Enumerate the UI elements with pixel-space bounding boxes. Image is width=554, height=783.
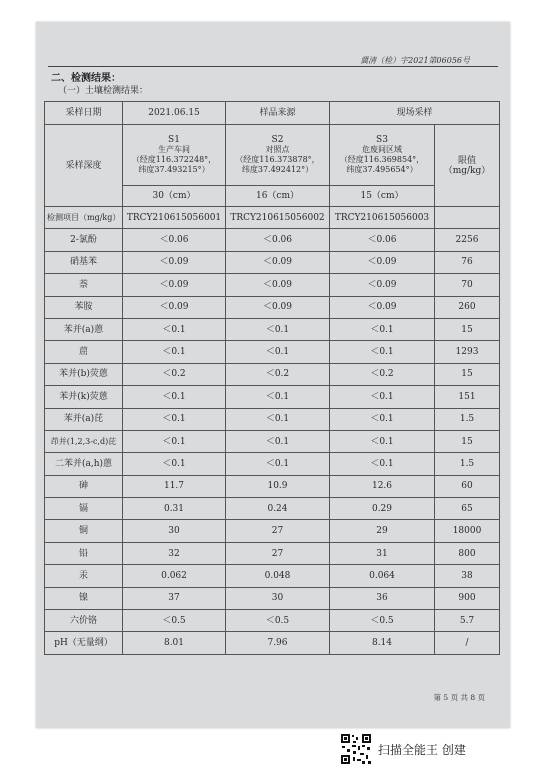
table-row-codes <box>45 207 500 229</box>
s2-value: ＜0.09 <box>226 296 330 318</box>
s3-value: ＜0.1 <box>330 386 435 408</box>
s2-value: ＜0.1 <box>226 318 330 340</box>
limit-value: 15 <box>435 363 500 385</box>
site-s1-coord2: 纬度37.493215°） <box>138 165 210 174</box>
s3-value: ＜0.5 <box>330 610 435 632</box>
table-row <box>45 542 500 564</box>
table-row <box>45 498 500 520</box>
table-row <box>45 565 500 587</box>
s3-value: 36 <box>330 587 435 609</box>
page-number: 第 5 页 共 8 页 <box>433 693 485 702</box>
item-name: 茚并(1,2,3-c,d)芘 <box>45 430 123 452</box>
table-row <box>45 229 500 251</box>
s1-value: ＜0.09 <box>123 251 226 273</box>
item-name: 硝基苯 <box>45 251 123 273</box>
item-name: 䓛 <box>45 341 123 363</box>
s1-value: ＜0.06 <box>123 229 226 251</box>
s3-value: ＜0.2 <box>330 363 435 385</box>
s2-value: ＜0.1 <box>226 430 330 452</box>
site-s2-code: TRCY210615056002 <box>226 207 330 229</box>
s1-value: ＜0.1 <box>123 318 226 340</box>
s1-value: 0.31 <box>123 498 226 520</box>
s3-value: ＜0.1 <box>330 453 435 475</box>
s1-value: ＜0.1 <box>123 430 226 452</box>
site-s3-name: 危废间区域 <box>362 145 402 154</box>
header-divider <box>48 66 498 67</box>
site-s2-name: 对照点 <box>265 145 290 154</box>
s3-value: 0.064 <box>330 565 435 587</box>
site-s1-coord1: （经度116.372248°， <box>131 155 217 164</box>
limit-value: 15 <box>435 430 500 452</box>
s2-value: 30 <box>226 587 330 609</box>
item-name: 铜 <box>45 520 123 542</box>
s1-value: 8.01 <box>123 632 226 654</box>
limit-value: 15 <box>435 318 500 340</box>
table-row <box>45 408 500 430</box>
site-s1 <box>123 125 226 186</box>
item-name: 萘 <box>45 274 123 296</box>
table-row <box>45 318 500 340</box>
item-name: 苯并(k)荧蒽 <box>45 386 123 408</box>
limit-value: 60 <box>435 475 500 497</box>
s3-value: ＜0.1 <box>330 430 435 452</box>
limit-value: 1.5 <box>435 453 500 475</box>
item-name: 铅 <box>45 542 123 564</box>
item-label: 检测项目（mg/kg） <box>45 207 123 229</box>
s2-value: ＜0.2 <box>226 363 330 385</box>
item-name: 苯并(a)芘 <box>45 408 123 430</box>
s2-value: 27 <box>226 542 330 564</box>
limit-blank <box>435 207 500 229</box>
s1-value: 11.7 <box>123 475 226 497</box>
limit-value: 38 <box>435 565 500 587</box>
s3-value: ＜0.1 <box>330 318 435 340</box>
s3-value: ＜0.09 <box>330 274 435 296</box>
table-row-date <box>45 102 500 125</box>
date-value: 2021.06.15 <box>123 102 226 125</box>
s1-value: ＜0.1 <box>123 453 226 475</box>
s3-value: ＜0.09 <box>330 296 435 318</box>
s1-value: ＜0.1 <box>123 408 226 430</box>
site-s2-coord2: 纬度37.492412°） <box>241 165 314 174</box>
item-name: 2-氯酚 <box>45 229 123 251</box>
report-reference-number: 冀清（检）字2021第06056号 <box>360 56 470 65</box>
item-name: 镍 <box>45 587 123 609</box>
table-row <box>45 610 500 632</box>
s2-value: 0.24 <box>226 498 330 520</box>
scanner-watermark <box>340 733 466 765</box>
limit-value: 2256 <box>435 229 500 251</box>
section-title: 二、检测结果： <box>51 73 121 84</box>
table-row <box>45 341 500 363</box>
item-name: 镉 <box>45 498 123 520</box>
s1-value: ＜0.1 <box>123 386 226 408</box>
site-s1-depth: 30（cm） <box>123 186 226 207</box>
limit-value: 70 <box>435 274 500 296</box>
limit-value: 18000 <box>435 520 500 542</box>
source-label: 样品来源 <box>226 102 330 125</box>
limit-value: 65 <box>435 498 500 520</box>
s3-value: ＜0.1 <box>330 408 435 430</box>
s3-value: 12.6 <box>330 475 435 497</box>
s2-value: ＜0.1 <box>226 341 330 363</box>
site-s2-id: S2 <box>271 135 284 145</box>
item-name: 苯并(b)荧蒽 <box>45 363 123 385</box>
item-name: 苯胺 <box>45 296 123 318</box>
soil-results-table <box>44 101 500 655</box>
site-s3 <box>330 125 435 186</box>
s2-value: ＜0.09 <box>226 274 330 296</box>
site-s1-name: 生产车间 <box>158 145 190 154</box>
s2-value: ＜0.06 <box>226 229 330 251</box>
s3-value: 0.29 <box>330 498 435 520</box>
limit-value: 260 <box>435 296 500 318</box>
table-row <box>45 386 500 408</box>
section-subtitle: （一）土壤检测结果： <box>58 86 149 96</box>
s2-value: ＜0.1 <box>226 453 330 475</box>
item-name: 汞 <box>45 565 123 587</box>
qr-code-icon <box>340 733 372 765</box>
site-s3-coord1: （经度116.369854°， <box>339 155 425 164</box>
site-s2 <box>226 125 330 186</box>
site-s3-id: S3 <box>376 135 388 145</box>
s2-value: ＜0.09 <box>226 251 330 273</box>
table-row <box>45 296 500 318</box>
table-row <box>45 430 500 452</box>
site-s1-id: S1 <box>168 135 180 145</box>
site-s3-depth: 15（cm） <box>330 186 435 207</box>
s3-value: 29 <box>330 520 435 542</box>
table-row <box>45 251 500 273</box>
table-row <box>45 520 500 542</box>
table-row-sites <box>45 125 500 186</box>
watermark-text: 扫描全能王 创建 <box>378 742 466 757</box>
s2-value: 27 <box>226 520 330 542</box>
s2-value: 10.9 <box>226 475 330 497</box>
limit-value: 5.7 <box>435 610 500 632</box>
s2-value: ＜0.1 <box>226 386 330 408</box>
item-name: 苯并(a)蒽 <box>45 318 123 340</box>
limit-value: 800 <box>435 542 500 564</box>
table-row <box>45 363 500 385</box>
depth-label: 采样深度 <box>45 125 123 207</box>
s1-value: ＜0.5 <box>123 610 226 632</box>
site-s3-code: TRCY210615056003 <box>330 207 435 229</box>
limit-value: 900 <box>435 587 500 609</box>
site-s3-coord2: 纬度37.495654°） <box>346 165 418 174</box>
s1-value: ＜0.09 <box>123 296 226 318</box>
s2-value: ＜0.5 <box>226 610 330 632</box>
s3-value: 8.14 <box>330 632 435 654</box>
source-value: 现场采样 <box>330 102 500 125</box>
limit-value: / <box>435 632 500 654</box>
site-s2-coord1: （经度116.373878°， <box>235 155 320 164</box>
table-row <box>45 453 500 475</box>
s2-value: 0.048 <box>226 565 330 587</box>
s1-value: 30 <box>123 520 226 542</box>
limit-value: 76 <box>435 251 500 273</box>
s1-value: 32 <box>123 542 226 564</box>
item-name: 二苯并(a,h)蒽 <box>45 453 123 475</box>
limit-value: 151 <box>435 386 500 408</box>
s2-value: ＜0.1 <box>226 408 330 430</box>
site-s2-depth: 16（cm） <box>226 186 330 207</box>
item-name: 砷 <box>45 475 123 497</box>
table-row <box>45 632 500 654</box>
s3-value: 31 <box>330 542 435 564</box>
limit-label: 限值（mg/kg） <box>435 125 500 207</box>
s2-value: 7.96 <box>226 632 330 654</box>
table-row <box>45 274 500 296</box>
document-page <box>36 22 510 728</box>
table-row <box>45 587 500 609</box>
item-name: pH（无量纲） <box>45 632 123 654</box>
table-row <box>45 475 500 497</box>
s3-value: ＜0.06 <box>330 229 435 251</box>
s1-value: ＜0.1 <box>123 341 226 363</box>
limit-value: 1293 <box>435 341 500 363</box>
s1-value: ＜0.2 <box>123 363 226 385</box>
limit-value: 1.5 <box>435 408 500 430</box>
s3-value: ＜0.1 <box>330 341 435 363</box>
s1-value: 0.062 <box>123 565 226 587</box>
s1-value: 37 <box>123 587 226 609</box>
s1-value: ＜0.09 <box>123 274 226 296</box>
s3-value: ＜0.09 <box>330 251 435 273</box>
item-name: 六价铬 <box>45 610 123 632</box>
date-label: 采样日期 <box>45 102 123 125</box>
site-s1-code: TRCY210615056001 <box>123 207 226 229</box>
